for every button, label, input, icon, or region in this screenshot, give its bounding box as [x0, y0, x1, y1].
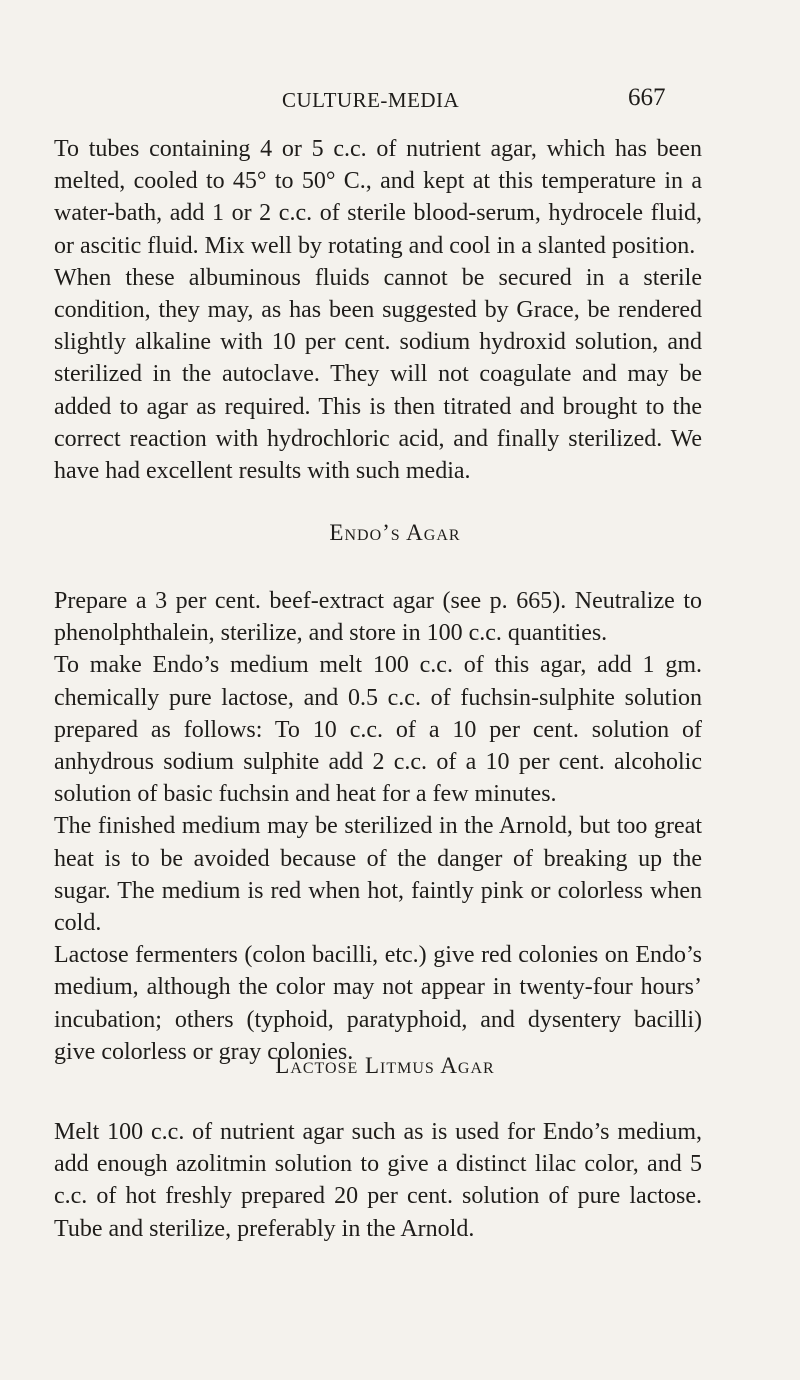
endos-agar-text — [54, 585, 702, 1068]
paragraph: When these albuminous fluids cannot be secured in a sterile condition, they may, as has been suggested by Grace, be rendered slightly alkaline with 10 per cent. sodium hydroxid solution, and sterilized in the autoclave. They will not coagulate and may be added to agar as required. This is then titrated and brought to the correct reaction with hydrochloric acid, and finally sterilized. We have had excellent results with such media. — [54, 264, 702, 485]
lactose-litmus-agar-text — [54, 1116, 702, 1245]
page-number: 667 — [628, 84, 666, 111]
section-heading-lactose-litmus-agar: Lactose Litmus Agar — [275, 1053, 495, 1078]
paragraph: Lactose fermenters (colon bacilli, etc.) give red colonies on Endo’s medium, although the color may not appear in twenty-four hours’ incubation; others (typhoid, paratyphoid, and dysentery bacilli) give colorless or gray colonies. — [54, 942, 702, 1065]
paragraph: To tubes containing 4 or 5 c.c. of nutrient agar, which has been melted, cooled to 45° to 50° C., and kept at this temperature in a water-bath, add 1 or 2 c.c. of sterile blood-serum, hydrocele fluid, or ascitic fluid. Mix well by rotating and cool in a slanted position. — [54, 136, 702, 259]
intro-text — [54, 133, 702, 487]
paragraph: Melt 100 c.c. of nutrient agar such as is used for Endo’s medium, add enough azolitmin solution to give a distinct lilac color, and 5 c.c. of hot freshly prepared 20 per cent. solution of pure lactose. Tube and sterilize, preferably in the Arnold. — [54, 1119, 702, 1242]
section-heading-endos-agar: Endo’s Agar — [329, 520, 461, 545]
paragraph: The finished medium may be sterilized in the Arnold, but too great heat is to be avoided because of the danger of breaking up the sugar. The medium is red when hot, faintly pink or colorless when cold. — [54, 813, 702, 937]
paragraph: Prepare a 3 per cent. beef-extract agar (see p. 665). Neutralize to phenolphthalein, sterilize, and store in 100 c.c. quantities. — [54, 588, 702, 647]
paragraph: To make Endo’s medium melt 100 c.c. of this agar, add 1 gm. chemically pure lactose, and 0.5 c.c. of fuchsin-sulphite solution prepared as follows: To 10 c.c. of a 10 per cent. solution of anhydrous sodium sulphite add 2 c.c. of a 10 per cent. alcoholic solution of basic fuchsin and heat for a few minutes. — [54, 652, 702, 808]
running-head: CULTURE-MEDIA — [282, 88, 460, 112]
